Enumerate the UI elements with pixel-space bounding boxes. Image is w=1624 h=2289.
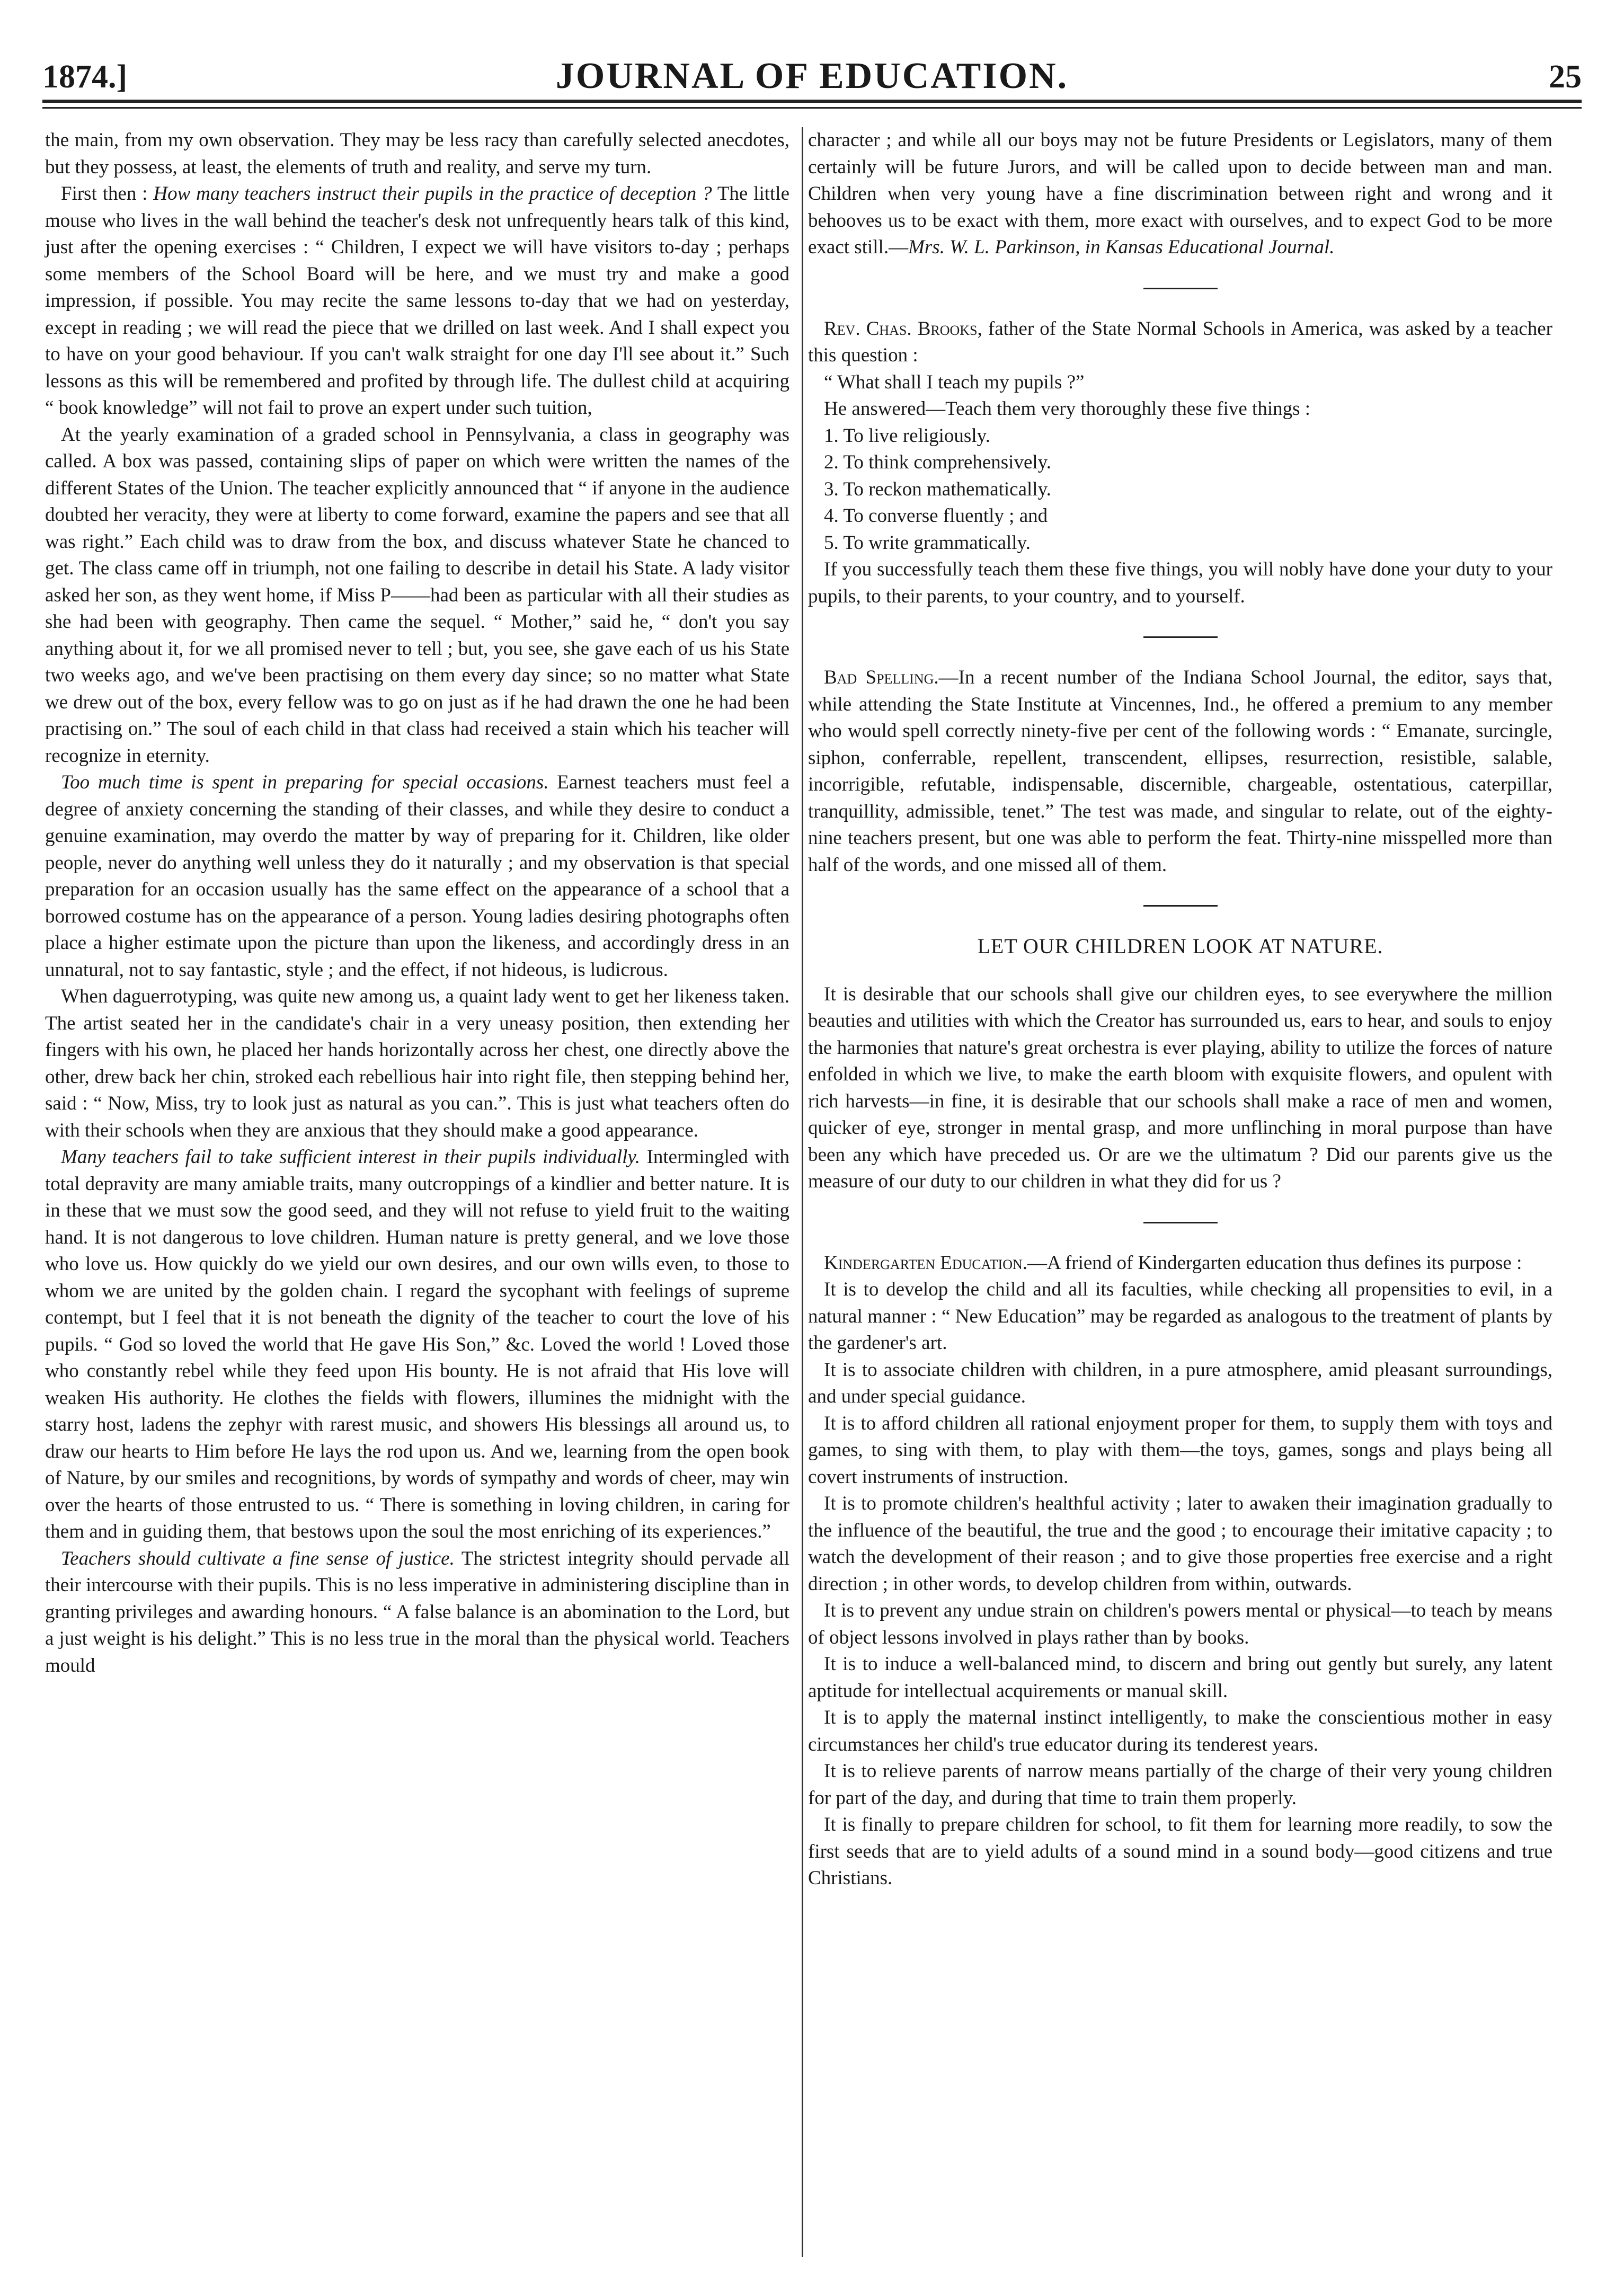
- paragraph-lead-smallcaps: Rev. Chas. Brooks,: [824, 317, 982, 340]
- paragraph-text: father of the State Normal Schools in America, was asked by a teacher this question :: [808, 317, 1552, 366]
- paragraph-text: 4. To converse fluently ; and: [824, 505, 1048, 527]
- paragraph-text: Earnest teachers must feel a degree of anxiety concerning the standing of their classes, and while they desire to conduct a genuine examination, may overdo the matter by way of preparing for it. Children, like older people, never do anything well unless they do it naturally ; and my observation is that special preparation for an occasion usually has the same effect on the appearance of a school that a borrowed costume has on the appearance of a person. Young ladies desiring photographs often place a higher estimate upon the picture than upon the likeness, and accordingly dress in an unnatural, not to say fantastic, style ; and the effect, if not hideous, is ludicrous.: [45, 771, 789, 981]
- paragraph-text: It is to prevent any undue strain on children's powers mental or physical—to teach by means of object lessons involved in plays rather than by books.: [808, 1600, 1552, 1648]
- paragraph: [808, 1276, 1552, 1357]
- paragraph-italic-lead: Teachers should cultivate a fine sense of justice.: [61, 1547, 455, 1569]
- paragraph: [808, 1812, 1552, 1892]
- paragraph: [808, 396, 1552, 423]
- section-divider: [1143, 1222, 1218, 1223]
- paragraph-italic-lead: Many teachers fail to take sufficient interest in their pupils individually.: [61, 1146, 641, 1168]
- paragraph: [808, 1705, 1552, 1758]
- list-item: [808, 530, 1552, 557]
- paragraph: [808, 1651, 1552, 1705]
- paragraph-text: 5. To write grammatically.: [824, 531, 1031, 554]
- paragraph-text: 2. To think comprehensively.: [824, 451, 1052, 473]
- paragraph: [808, 1598, 1552, 1651]
- paragraph: [808, 1250, 1552, 1277]
- paragraph: [45, 422, 789, 770]
- list-item: [808, 503, 1552, 530]
- paragraph: [808, 1490, 1552, 1598]
- header-rule-thin: [42, 107, 1582, 109]
- section-divider: [1143, 636, 1218, 638]
- paragraph: [808, 556, 1552, 610]
- list-item: [808, 423, 1552, 450]
- paragraph: [45, 1144, 789, 1546]
- paragraph-text: If you successfully teach them these five things, you will nobly have done your duty to your pupils, to their parents, to your country, and to yourself.: [808, 558, 1552, 607]
- paragraph: [808, 981, 1552, 1195]
- paragraph-text: 3. To reckon mathematically.: [824, 478, 1051, 500]
- paragraph: [808, 664, 1552, 879]
- paragraph-text: It is to promote children's healthful activity ; later to awaken their imagination gradually to the influence of the beautiful, the true and the good ; to encourage their imitative capacity ; to watch the development of their reason ; and to give those properties free exercise and a right direction ; in other words, to develop children from within, outwards.: [808, 1493, 1552, 1595]
- paragraph-text: At the yearly examination of a graded school in Pennsylvania, a class in geography was called. A box was passed, containing slips of paper on which were written the names of the different States of the Union. The teacher explicitly announced that “ if anyone in the audience doubted her veracity, they were at liberty to come forward, examine the papers and see that all was right.” Each child was to draw from the box, and discuss whatever State he chanced to get. The class came off in triumph, not one failing to describe in detail his State. A lady visitor asked her son, as they went home, if Miss P——had been as particular with all their studies as she had been with geography. Then came the sequel. “ Mother,” said he, “ don't you say anything about it, for we all promised never to tell ; but, you see, she gave each of us his State two weeks ago, and we've been practising on them every day since; so no matter what State we drew out of the box, every fellow was to go on just as if he had drawn the one he had been practising on.” The soul of each child in that class had received a stain which his teacher will recognize in eternity.: [45, 423, 789, 767]
- list-item: [808, 449, 1552, 476]
- paragraph-text: character ; and while all our boys may not be future Presidents or Legislators, many of them certainly will be future Jurors, and will be called upon to decide between man and man. Children when very young have a fine discrimination between right and wrong and it behooves us to be exact with them, more exact with ourselves, and to expect God to be more exact still.—: [808, 129, 1552, 258]
- paragraph-attribution: Mrs. W. L. Parkinson, in Kansas Educational Journal.: [908, 236, 1335, 258]
- paragraph-text: It is to develop the child and all its faculties, while checking all propensities to evil, in a natural manner : “ New Education” may be regarded as analogous to the treatment of plants by the gardener's art.: [808, 1279, 1552, 1354]
- paragraph-text: It is finally to prepare children for school, to fit them for learning more readily, to sow the first seeds that are to yield adults of a sound mind in a sound body—good citizens and true Christians.: [808, 1814, 1552, 1889]
- column-divider: [802, 127, 803, 2257]
- paragraph-text: Intermingled with total depravity are many amiable traits, many outcroppings of a kindlier and better nature. It is in these that we must sow the good seed, and they will not refuse to yield fruit to the waiting hand. It is not dangerous to love children. Human nature is pretty general, and we love those who love us. How quickly do we yield our own desires, and our own wills even, to those to whom we are united by the golden chain. I regard the sycophant with feelings of supreme contempt, but I feel that it is not beneath the dignity of the teacher to court the love of his pupils. “ God so loved the world that He gave His Son,” &c. Loved the world ! Loved those who constantly rebel while they feed upon His bounty. He is not afraid that His love will weaken His authority. He clothes the fields with flowers, illumines the midnight with the starry host, ladens the zephyr with rarest music, and showers His blessings all around us, to draw our hearts to Him before He lays the rod upon us. And we, learning from the open book of Nature, by our smiles and recognitions, by words of sympathy and words of cheer, may win over the hearts of those entrusted to us. “ There is something in loving children, in caring for them and in guiding them, that bestows upon the soul the most enriching of its experiences.”: [45, 1146, 790, 1542]
- header-rule-thick: [42, 100, 1582, 103]
- paragraph-text: It is desirable that our schools shall give our children eyes, to see everywhere the million beauties and utilities with which the Creator has surrounded us, ears to hear, and souls to enjoy the harmonies that nature's great orchestra is ever playing, ability to utilize the forces of nature enfolded in which we live, to make the earth bloom with exquisite flowers, and opulent with rich harvests—in fine, it is desirable that our schools shall make a race of men and women, quicker of eye, stronger in mental grasp, and more unflinching in moral purpose than have been any which have preceded us. Or are we the ultimatum ? Did our parents give us the measure of our duty to our children in what they did for us ?: [808, 983, 1552, 1192]
- paragraph: [808, 1357, 1552, 1410]
- paragraph-text: “ What shall I teach my pupils ?”: [824, 371, 1085, 393]
- paragraph-text: It is to induce a well-balanced mind, to discern and bring out gently but surely, any latent aptitude for intellectual acquirements or manual skill.: [808, 1653, 1552, 1702]
- paragraph: [808, 316, 1552, 369]
- left-column: [45, 127, 789, 1679]
- paragraph: [45, 127, 789, 181]
- paragraph-text: the main, from my own observation. They may be less racy than carefully selected anecdotes, but they possess, at least, the elements of truth and reality, and serve my turn.: [45, 129, 789, 178]
- paragraph-text: The strictest integrity should pervade all their intercourse with their pupils. This is no less imperative in administering discipline than in granting privileges and awarding honours. “ A false balance is an abomination to the Lord, but a just weight is his delight.” This is no less true in the moral than the physical world. Teachers mould: [45, 1547, 789, 1676]
- paragraph-lead-smallcaps: Bad Spelling.: [824, 667, 939, 688]
- list-item: [808, 476, 1552, 503]
- right-column: [808, 127, 1552, 1892]
- section-heading: LET OUR CHILDREN LOOK AT NATURE.: [977, 934, 1383, 958]
- paragraph: [45, 181, 789, 422]
- paragraph: [808, 369, 1552, 396]
- section-divider: [1143, 288, 1218, 289]
- section-divider: [1143, 905, 1218, 907]
- paragraph-lead-smallcaps: Kindergarten Education.: [824, 1252, 1028, 1274]
- paragraph-text: —A friend of Kindergarten education thus defines its purpose :: [1027, 1252, 1522, 1274]
- paragraph-text: It is to relieve parents of narrow means partially of the charge of their very young children for part of the day, and during that time to train them properly.: [808, 1760, 1552, 1809]
- page-number: 25: [1549, 59, 1582, 95]
- paragraph-text: It is to associate children with children, in a pure atmosphere, amid pleasant surroundings, and under special guidance.: [808, 1359, 1552, 1407]
- paragraph-text: —In a recent number of the Indiana School Journal, the editor, says that, while attending the State Institute at Vincennes, Ind., he offered a premium to any member who would spell correctly ninety-five per cent of the following words : “ Emanate, surcingle, siphon, conferrable, repellent, transcendent, ellipses, resurrection, resistible, salable, incorrigible, refutable, indispensable, discernible, chargeable, ostentatious, caterpillar, tranquillity, admissible, tenet.” The test was made, and singular to relate, out of the eighty-nine teachers present, but one was able to perform the feat. Thirty-nine misspelled more than half of the words, and one missed all of them.: [808, 667, 1552, 876]
- paragraph: [808, 1410, 1552, 1491]
- paragraph-text: The little mouse who lives in the wall behind the teacher's desk not unfrequently hears talk of this kind, just after the opening exercises : “ Children, I expect we will have visitors to-day ; perhaps some members of the School Board will be here, and we must try and make a good impression, if possible. You may recite the same lessons to-day that we had on yesterday, except in reading ; we will read the piece that we drilled on last week. And I shall expect you to have on your good behaviour. If you can't walk straight for one day I'll see about it.” Such lessons as this will be remembered and profited by through life. The dullest child at acquiring “ book knowledge” will not fail to prove an expert under such tuition,: [45, 183, 790, 419]
- journal-title: JOURNAL OF EDUCATION.: [555, 56, 1069, 96]
- paragraph-lead: First then :: [61, 183, 154, 205]
- paragraph-text: It is to apply the maternal instinct intelligently, to make the conscientious mother in easy circumstances her child's true educator during its tenderest years.: [808, 1707, 1552, 1755]
- paragraph: [45, 983, 789, 1144]
- paragraph: [808, 127, 1552, 261]
- paragraph-italic-lead: Too much time is spent in preparing for special occasions.: [61, 771, 549, 793]
- paragraph: [45, 1546, 789, 1680]
- paragraph-italic-lead: How many teachers instruct their pupils in the practice of deception ?: [153, 183, 712, 205]
- page-header: [42, 42, 1582, 106]
- paragraph-text: He answered—Teach them very thoroughly these five things :: [824, 398, 1311, 420]
- header-year: 1874.]: [42, 59, 128, 95]
- paragraph-text: It is to afford children all rational enjoyment proper for them, to supply them with toys and games, to sing with them, to play with them—the toys, games, songs and plays being all covert instruments of instruction.: [808, 1412, 1552, 1488]
- paragraph-text: When daguerrotyping, was quite new among us, a quaint lady went to get her likeness taken. The artist seated her in the candidate's chair in a very uneasy position, then extending her fingers with his own, he placed her hands horizontally across her chest, one directly above the other, drew back her chin, stroked each rebellious hair into right file, then stepping behind her, said : “ Now, Miss, try to look just as natural as you can.”. This is just what teachers often do with their schools when they are anxious that they should make a good appearance.: [45, 986, 789, 1141]
- paragraph: [808, 1758, 1552, 1812]
- paragraph: [45, 769, 789, 983]
- paragraph-text: 1. To live religiously.: [824, 424, 990, 447]
